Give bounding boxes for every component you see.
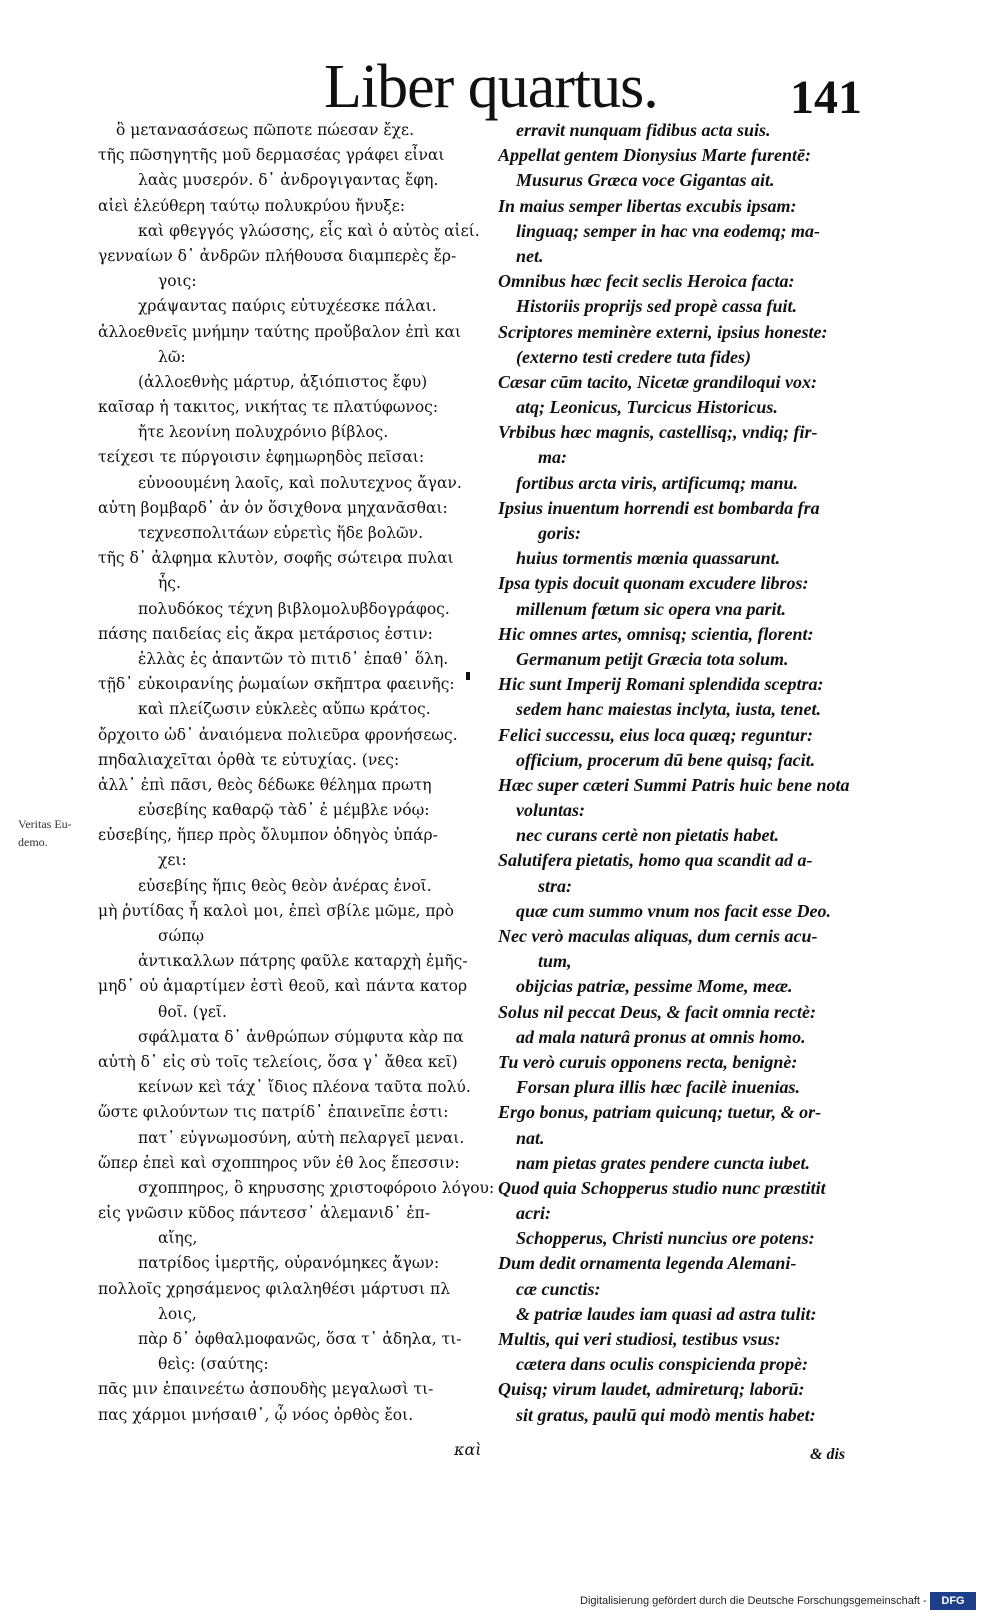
latin-verse-line: ma: <box>538 447 567 468</box>
greek-verse-line: αὐτη βομβαρδ᾿ ἀν ὁν ὅσιχθονα μηχανᾶσθαι: <box>98 498 448 517</box>
dfg-logo: DFG <box>930 1592 976 1610</box>
greek-verse-line: σχοππηρος, ὃ κηρυσσης χριστοφόροιο λόγου: <box>138 1178 495 1197</box>
latin-verse-line: & patriæ laudes iam quasi ad astra tulit: <box>516 1303 817 1324</box>
greek-verse-line: γοις: <box>158 272 197 291</box>
latin-verse-line: officium, procerum dū bene quisq; facit. <box>516 749 816 770</box>
latin-verse-line: millenum fœtum sic opera vna parit. <box>516 598 787 619</box>
latin-verse-line: Schopperus, Christi nuncius ore potens: <box>516 1228 815 1249</box>
greek-verse-line: λῶ: <box>158 347 186 366</box>
greek-verse-line: ὄρχοιτο ὠδ᾿ ἀναιόμενα πολιεῦρα φρονήσεως. <box>98 725 458 744</box>
latin-verse-line: Forsan plura illis hæc facilè inuenias. <box>516 1077 801 1098</box>
greek-verse-line: ἀντικαλλων πάτρης φαῦλε καταρχὴ ἐμῆς- <box>138 952 468 971</box>
greek-verse-line: πηδαλιαχεῖται ὀρθὰ τε εὐτυχίας. (νες: <box>98 750 400 769</box>
greek-verse-line: ὃ μετανασάσεως πῶποτε πώεσαν ἔχε. <box>116 121 414 139</box>
latin-verse-line: nec curans certè non pietatis habet. <box>516 825 780 846</box>
greek-verse-line: τείχεσι τε πύργοισιν ἐφημωρηδὸς πεῖσαι: <box>98 448 425 467</box>
greek-verse-line: τῆς πῶσηγητῆς μοῦ δερμασέας γράφει εἶναι <box>98 146 445 165</box>
greek-verse-line: λαὰς μυσερóν. δ᾿ ἀνδρογιγαντας ἔφη. <box>138 171 439 190</box>
latin-verse-line: Dum dedit ornamenta legenda Alemani- <box>498 1253 797 1274</box>
greek-verse-line: πᾶς μιν ἐπαινεέτω ἀσπουδὴς μεγαλωσὶ τι- <box>98 1380 434 1399</box>
latin-verse-line: Multis, qui veri studiosi, testibus vsus: <box>498 1329 781 1349</box>
latin-verse-line: fortibus arcta viris, artificumq; manu. <box>516 472 799 493</box>
greek-verse-line: εἰς γνῶσιν κῦδος πάντεσσ᾿ ἀλεμανιδ᾿ ἐπ- <box>98 1204 431 1223</box>
greek-verse-line: αὐτὴ δ᾿ εἰς σὺ τοῖς τελείοις, ὅσα γ᾿ ἄθεα κεῖ) <box>98 1052 458 1071</box>
ink-speck <box>466 672 470 680</box>
greek-verse-line: καὶ φθεγγóς γλώσσης, εἷς καὶ ὁ αὐτὸς αἰεί. <box>138 221 480 240</box>
latin-verse-line: Germanum petijt Græcia tota solum. <box>516 648 789 669</box>
greek-verse-line: ἧς. <box>158 574 181 593</box>
greek-verse-line: πατρίδος ἱμερτῆς, οὐρανόμηκες ἄγων: <box>138 1254 440 1273</box>
greek-verse-line: ὥπερ ἐπεὶ καὶ σχοππηρος νῦν ἐθ λος ἔπεσσιν: <box>98 1153 460 1172</box>
margin-note: Veritas Eu- demo. <box>18 817 72 849</box>
latin-verse-line: voluntas: <box>516 800 586 821</box>
latin-verse-line: Hic omnes artes, omnisq; scientia, florent: <box>498 623 814 644</box>
greek-verse-line: χει: <box>158 851 187 870</box>
greek-verse-line: γενναίων δ᾿ ἀνδρῶν πλήθουσα διαμπερὲς ἔρ- <box>98 246 457 265</box>
greek-verse-line: αἴης, <box>158 1229 198 1248</box>
greek-verse-line: καὶ πλείζωσιν εὐκλεὲς αὔπω κράτος. <box>138 700 431 719</box>
greek-verse-line: θεὶς: (σαύτης: <box>158 1355 269 1374</box>
digitization-credit: Digitalisierung gefördert durch die Deutsche Forschungsgemeinschaft - <box>580 1595 927 1607</box>
page-number: 141 <box>790 71 862 124</box>
greek-verse-line: εὐνοουμένη λαοῖς, καὶ πολυτεχνος ἄγαν. <box>138 473 462 492</box>
greek-verse-line: τῆς δ᾿ ἀλφημα κλυτὸν, σοφῆς σώτειρα πυλαι <box>98 549 454 568</box>
latin-verse-line: Hæc super cæteri Summi Patris huic bene nota <box>498 774 850 795</box>
greek-verse-line: πὰρ δ᾿ ὀφθαλμοφανῶς, ὅσα τ᾿ ἀδηλα, τι- <box>138 1330 462 1348</box>
latin-verse-line: ad mala naturâ pronus at omnis homo. <box>516 1026 806 1047</box>
latin-verse-line: Ipsius inuentum horrendi est bombarda fra <box>498 497 820 518</box>
latin-verse-line: acri: <box>516 1203 551 1224</box>
greek-verse-line: ἑλλὰς ἐς ἀπαντῶν τὸ πιτιδ᾿ ἐπαθ᾿ ὅλη. <box>138 649 449 668</box>
greek-verse-line: σφάλματα δ᾿ ἀνθρώπων σύμφυτα κὰρ πα <box>138 1027 464 1046</box>
latin-verse-line: Scriptores meminère externi, ipsius honeste: <box>498 321 828 342</box>
greek-verse-line: μηδ᾿ οὐ ἁμαρτίμεν ἐστὶ θεοῦ, καὶ πάντα κατορ <box>98 977 468 996</box>
latin-text-column <box>498 118 888 1428</box>
latin-verse-line: Omnibus hæc fecit seclis Heroica facta: <box>498 271 795 292</box>
latin-verse-line: Ergo bonus, patriam quicunq; tuetur, & or- <box>498 1102 822 1123</box>
latin-verse-line: Tu verò curuis opponens recta, benignè: <box>498 1051 798 1072</box>
greek-verse-line: (ἀλλοεθνὴς μάρτυρ, ἀξιόπιστος ἔφυ) <box>138 372 428 391</box>
latin-verse-line: Musurus Græca voce Gigantas ait. <box>516 170 775 191</box>
greek-verse-line: πατ᾿ εὐγνωμοσύνη, αὐτὴ πελαργεῖ μεναι. <box>138 1128 465 1147</box>
greek-verse-line: λοις, <box>158 1304 197 1323</box>
latin-verse-line: Cæsar cūm tacito, Nicetæ grandiloqui vox: <box>498 371 817 392</box>
latin-verse-line: quæ cum summo vnum nos facit esse Deo. <box>516 900 832 921</box>
latin-verse-line: obijcias patriæ, pessime Mome, meæ. <box>516 976 793 997</box>
greek-verse-line: τῇδ᾿ εὐκοιρανίης ῥωμαίων σκῆπτρα φαεινῆς: <box>98 675 455 694</box>
greek-verse-line: πολυδόκος τέχνη βιβλομολυβδογράφος. <box>138 599 450 618</box>
greek-catchword: καὶ <box>454 1440 482 1459</box>
latin-verse-line: linguaq; semper in hac vna eodemq; ma- <box>516 220 820 241</box>
latin-verse-line: Felici successu, eius loca quæq; reguntur: <box>498 724 814 745</box>
greek-verse-line: χράψαντας παύρις εὐτυχέεσκε πάλαι. <box>138 297 437 316</box>
greek-verse-line: μὴ ῥυτίδας ἦ καλοὶ μοι, ἐπεὶ σβίλε μῶμε, πρὸ <box>98 901 454 920</box>
greek-verse-line: κείνων κεὶ τάχ᾿ ἴδιος πλέονα ταῦτα πολύ. <box>138 1078 471 1097</box>
greek-verse-line: αἰεὶ ἐλεύθερη ταύτῳ πολυκρύου ἤνυξε: <box>98 196 406 215</box>
latin-verse-line: stra: <box>538 875 573 896</box>
latin-verse-line: nat. <box>516 1127 545 1148</box>
greek-verse-line: θοῖ. (γεῖ. <box>158 1002 227 1021</box>
latin-verse-line: Historiis proprijs sed propè cassa fuit. <box>516 296 798 317</box>
latin-verse-line: erravit nunquam fidibus acta suis. <box>516 120 771 140</box>
greek-verse-line: καῖσαρ ἡ τακιτος, νικήτας τε πλατύφωνος: <box>98 398 439 417</box>
latin-verse-line: Appellat gentem Dionysius Marte furentē: <box>498 145 812 166</box>
latin-verse-line: huius tormentis mœnia quassarunt. <box>516 548 781 569</box>
greek-verse-line: ἀλλ᾿ ἐπὶ πᾶσι, θεὸς δέδωκε θέλημα πρωτη <box>98 775 432 794</box>
latin-verse-line: sedem hanc maiestas inclyta, iusta, tenet. <box>516 699 821 720</box>
greek-verse-line: εὐσεβίης, ἥπερ πρὸς ὄλυμπον ὁδηγὸς ὑπάρ- <box>98 826 438 845</box>
latin-verse-line: Hic sunt Imperij Romani splendida sceptra: <box>498 674 824 695</box>
latin-verse-line: Solus nil peccat Deus, & facit omnia rectè: <box>498 1001 816 1022</box>
greek-verse-line: πάσης παιδείας εἰς ἄκρα μετάρσιος ἐστιν: <box>98 624 433 643</box>
latin-verse-line: net. <box>516 245 544 266</box>
greek-verse-line: εὐσεβίης καθαρῷ τὰδ᾿ ἐ μέμβλε νόῳ: <box>138 801 430 820</box>
latin-verse-line: nam pietas grates pendere cuncta iubet. <box>516 1152 810 1173</box>
greek-verse-line: εὐσεβίης ἥπις θεὸς θεὸν ἀνέρας ἑνοῖ. <box>138 876 432 895</box>
latin-catchword: & dis <box>810 1446 846 1463</box>
latin-verse-line: Ipsa typis docuit quonam excudere libros: <box>498 573 809 594</box>
latin-verse-line: Vrbibus hæc magnis, castellisq;, vndiq; fir- <box>498 422 818 443</box>
greek-verse-line: ἀλλοεθνεῖς μνήμην ταύτης προὔβαλον ἐπὶ και <box>98 322 462 341</box>
latin-verse-line: In maius semper libertas excubis ipsam: <box>498 195 797 216</box>
latin-verse-line: cæ cunctis: <box>516 1278 601 1299</box>
latin-verse-line: Quod quia Schopperus studio nunc præstitit <box>498 1177 826 1198</box>
greek-verse-line: τεχνεσπολιτάων εὑρετὶς ἥδε βολῶν. <box>138 524 424 542</box>
greek-verse-line: πολλοῖς χρησάμενος φιλαληθέσι μάρτυσι πλ <box>98 1279 451 1298</box>
latin-verse-line: tum, <box>538 951 572 972</box>
greek-verse-line: σώπῳ <box>158 927 205 945</box>
latin-verse-line: cætera dans oculis conspicienda propè: <box>516 1354 808 1375</box>
latin-verse-line: Quisq; virum laudet, admireturq; laborū: <box>498 1379 805 1400</box>
latin-verse-line: Salutifera pietatis, homo qua scandit ad a- <box>498 850 813 871</box>
page-title: Liber quartus. <box>324 53 658 121</box>
latin-verse-line: (externo testi credere tuta fides) <box>516 346 751 367</box>
greek-verse-line: πας χάρμοι μνήσαιθ᾿, ᾧ νόος ὀρθὸς ἔοι. <box>98 1405 414 1424</box>
greek-verse-line: ὥστε φιλούντων τις πατρίδ᾿ ἐπαινεῖπε ἐστι: <box>98 1103 449 1122</box>
latin-verse-line: goris: <box>538 523 582 543</box>
latin-verse-line: atq; Leonicus, Turcicus Historicus. <box>516 397 778 418</box>
latin-verse-line: sit gratus, paulū qui modò mentis habet: <box>516 1404 816 1425</box>
greek-verse-line: ἤτε λεονίνη πολυχρόνιο βίβλος. <box>138 423 389 442</box>
greek-text-column <box>98 118 498 1428</box>
latin-verse-line: Nec verò maculas aliquas, dum cernis acu- <box>498 926 818 946</box>
